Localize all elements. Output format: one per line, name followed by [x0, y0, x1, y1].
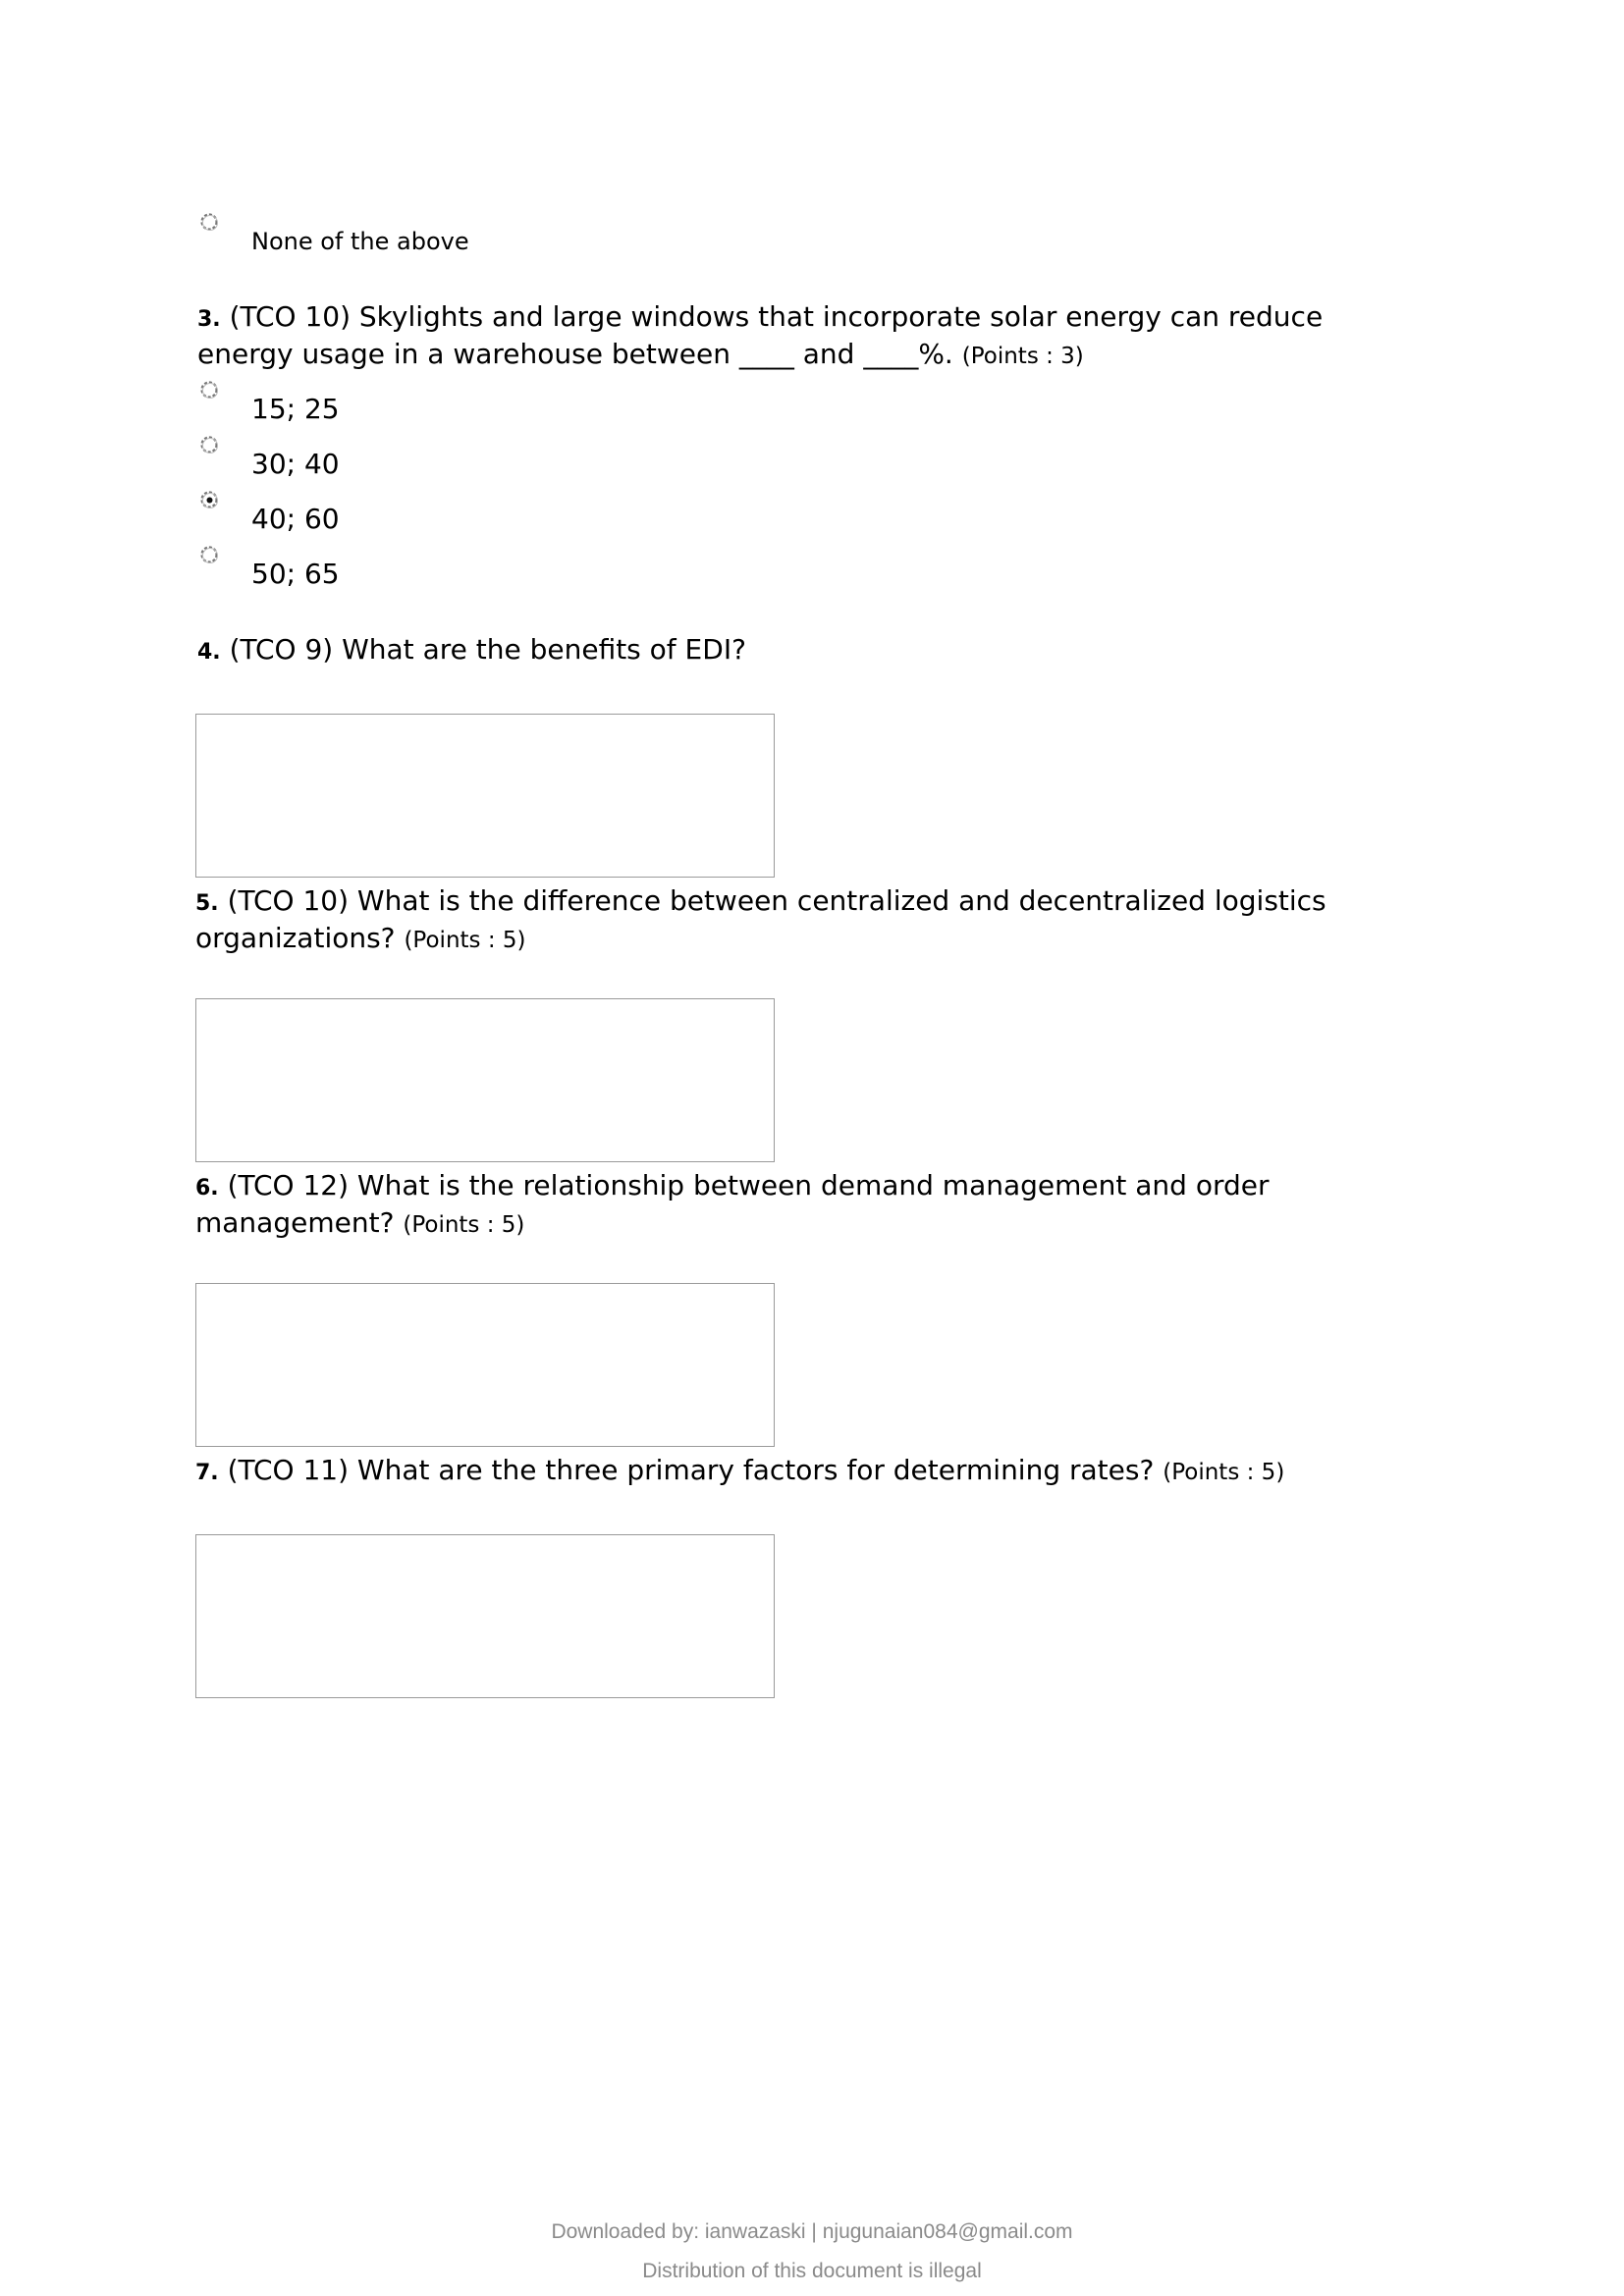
question-points: (Points : 5) [1163, 1460, 1285, 1485]
radio-unselected-icon[interactable] [199, 380, 221, 401]
option-30-40[interactable] [199, 435, 221, 460]
question-number: 6. [195, 1176, 219, 1201]
question-text: (TCO 11) What are the three primary factors for determining rates? [227, 1454, 1155, 1486]
question-number: 5. [195, 891, 219, 916]
option-label: None of the above [251, 228, 469, 255]
question-points: (Points : 3) [961, 344, 1084, 369]
question-points: (Points : 5) [403, 1212, 525, 1238]
radio-unselected-icon[interactable] [199, 212, 221, 234]
option-label: 50; 65 [251, 558, 340, 590]
option-label: 15; 25 [251, 393, 340, 425]
radio-unselected-icon[interactable] [199, 435, 221, 456]
option-50-65[interactable] [199, 545, 221, 570]
question-6 [195, 1168, 1374, 1243]
footer-notice: Distribution of this document is illegal [642, 2260, 982, 2282]
radio-selected-icon[interactable] [199, 490, 221, 511]
question-text: (TCO 10) Skylights and large windows that incorporate solar energy can reduce energy usage in a warehouse between ____ and ____%. [197, 300, 1324, 370]
question-points: (Points : 5) [404, 928, 526, 953]
answer-textarea-q4[interactable] [195, 714, 775, 878]
question-5 [195, 883, 1374, 958]
question-number: 4. [197, 640, 221, 665]
question-text: (TCO 9) What are the benefits of EDI? [229, 633, 746, 666]
question-3 [197, 299, 1376, 374]
footer-downloaded-by: Downloaded by: ianwazaski | njugunaian084@gmail.com [551, 2220, 1073, 2243]
question-text: (TCO 12) What is the relationship between demand management and order management? [195, 1169, 1270, 1239]
option-label: 30; 40 [251, 448, 340, 480]
answer-textarea-q5[interactable] [195, 998, 775, 1162]
question-7 [195, 1453, 1423, 1490]
option-15-25[interactable] [199, 380, 221, 405]
answer-textarea-q6[interactable] [195, 1283, 775, 1447]
option-label: 40; 60 [251, 503, 340, 535]
question-number: 3. [197, 307, 221, 332]
radio-unselected-icon[interactable] [199, 545, 221, 566]
option-none-of-the-above[interactable] [199, 212, 221, 238]
answer-textarea-q7[interactable] [195, 1534, 775, 1698]
question-number: 7. [195, 1461, 219, 1485]
question-text: (TCO 10) What is the difference between centralized and decentralized logistics organizations? [195, 884, 1326, 954]
option-40-60[interactable] [199, 490, 221, 515]
question-4 [197, 632, 1376, 669]
